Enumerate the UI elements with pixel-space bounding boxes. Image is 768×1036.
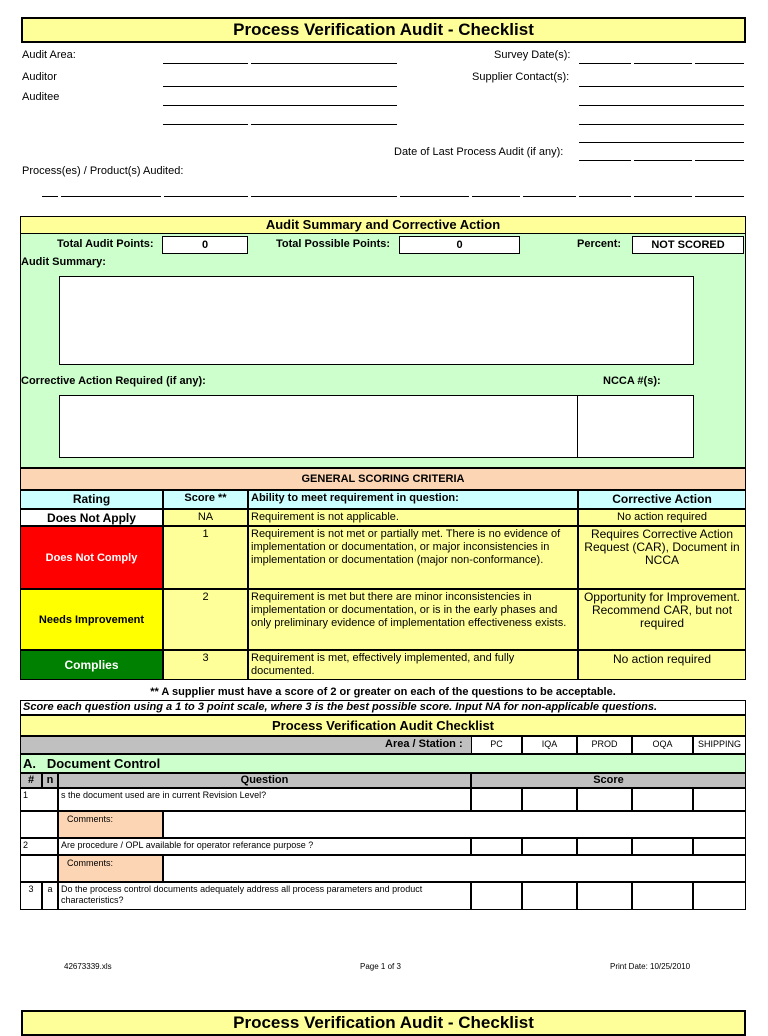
survey-date-field-1[interactable] — [579, 63, 631, 64]
audit-area-label: Audit Area: — [22, 49, 76, 61]
footer-page: Page 1 of 3 — [360, 962, 401, 971]
total-points-label: Total Audit Points: — [57, 238, 154, 250]
ncca-label: NCCA #(s): — [603, 375, 661, 387]
criteria-header-rating: Rating — [20, 490, 163, 509]
criteria-action-na: No action required — [578, 509, 746, 526]
auditee-field-2[interactable] — [163, 124, 248, 125]
question-3-score-iqa[interactable] — [522, 882, 577, 910]
processes-field-5[interactable] — [400, 196, 469, 197]
station-pc[interactable]: PC — [471, 736, 522, 754]
auditee-field-3[interactable] — [251, 124, 397, 125]
audit-area-field-2[interactable] — [251, 63, 397, 64]
criteria-header-ability: Ability to meet requirement in question: — [248, 490, 578, 509]
audit-area-field[interactable] — [163, 63, 248, 64]
survey-date-field-2[interactable] — [634, 63, 692, 64]
processes-field-10[interactable] — [695, 196, 744, 197]
question-1-score-iqa[interactable] — [522, 788, 577, 811]
auditee-field[interactable] — [163, 105, 397, 106]
question-2-score-prod[interactable] — [577, 838, 632, 855]
processes-field-6[interactable] — [472, 196, 520, 197]
percent-label: Percent: — [577, 238, 622, 250]
criteria-ability-na: Requirement is not applicable. — [248, 509, 578, 526]
summary-title: Audit Summary and Corrective Action — [20, 216, 746, 234]
last-audit-field-3[interactable] — [695, 160, 744, 161]
criteria-ability-1: Requirement is not met or partially met. There is no evidence of implementation or documentation, or major inconsistencies in implementation or documentation (major non-conformance). — [248, 526, 578, 589]
criteria-footnote: ** A supplier must have a score of 2 or greater on each of the questions to be acceptable. — [150, 686, 616, 698]
audit-summary-label: Audit Summary: — [21, 256, 106, 268]
question-1-comments-label: Comments: — [58, 811, 163, 838]
processes-label: Process(es) / Product(s) Audited: — [22, 165, 184, 177]
question-1-spacer — [20, 811, 58, 838]
criteria-header-action: Corrective Action — [578, 490, 746, 509]
supplier-contact-label: Supplier Contact(s): — [472, 71, 570, 83]
last-audit-label: Date of Last Process Audit (if any): — [394, 146, 564, 158]
question-3-score-oqa[interactable] — [632, 882, 693, 910]
criteria-rating-needs-improvement-label: Needs Improvement — [38, 613, 145, 626]
audit-summary-box[interactable] — [59, 276, 694, 365]
section-heading: A. Document Control — [20, 754, 746, 773]
criteria-ability-3: Requirement is met, effectively implemented, and fully documented. — [248, 650, 578, 680]
station-iqa[interactable]: IQA — [522, 736, 577, 754]
auditor-field[interactable] — [163, 86, 397, 87]
station-shipping[interactable]: SHIPPING — [693, 736, 746, 754]
processes-field-9[interactable] — [634, 196, 692, 197]
question-2-score-oqa[interactable] — [632, 838, 693, 855]
possible-points-label: Total Possible Points: — [276, 238, 391, 250]
supplier-contact-field-2[interactable] — [579, 105, 744, 106]
col-num: # — [20, 773, 42, 788]
scoring-instruction: Score each question using a 1 to 3 point scale, where 3 is the best possible score. Input NA for non-applicable questions. — [20, 700, 746, 715]
question-1-comments-field[interactable] — [163, 811, 746, 838]
station-prod[interactable]: PROD — [577, 736, 632, 754]
criteria-ability-2: Requirement is met but there are minor inconsistencies in implementation or documentation, or is in the early phases and only preliminary evidence of implementation effectiveness exists. — [248, 589, 578, 650]
question-2-num: 2 — [20, 838, 58, 855]
criteria-score-2: 2 — [163, 589, 248, 650]
question-1-score-oqa[interactable] — [632, 788, 693, 811]
criteria-action-3: No action required — [578, 650, 746, 680]
criteria-rating-not-apply: Does Not Apply — [20, 509, 163, 526]
area-station-label: Area / Station : — [385, 738, 463, 750]
criteria-rating-needs-improvement — [20, 589, 163, 650]
criteria-title: GENERAL SCORING CRITERIA — [20, 468, 746, 490]
question-2-score-shipping[interactable] — [693, 838, 746, 855]
auditee-label: Auditee — [22, 91, 60, 103]
question-1-score-pc[interactable] — [471, 788, 522, 811]
survey-date-field-3[interactable] — [695, 63, 744, 64]
next-page-title: Process Verification Audit - Checklist — [21, 1010, 746, 1036]
question-1-text: s the document used are in current Revision Level? — [58, 788, 471, 811]
checklist-title: Process Verification Audit Checklist — [20, 715, 746, 736]
question-2-text: Are procedure / OPL available for operator referance purpose ? — [58, 838, 471, 855]
last-audit-field-2[interactable] — [634, 160, 692, 161]
question-1-num: 1 — [20, 788, 58, 811]
processes-field-3[interactable] — [164, 196, 248, 197]
criteria-score-na: NA — [163, 509, 248, 526]
supplier-contact-field-4[interactable] — [579, 142, 744, 143]
question-3-score-prod[interactable] — [577, 882, 632, 910]
criteria-rating-not-comply — [20, 526, 163, 589]
processes-field-7[interactable] — [523, 196, 576, 197]
question-3-score-pc[interactable] — [471, 882, 522, 910]
corrective-action-label: Corrective Action Required (if any): — [21, 375, 206, 387]
criteria-action-1: Requires Corrective Action Request (CAR), Document in NCCA — [578, 526, 746, 589]
supplier-contact-field-3[interactable] — [579, 124, 744, 125]
total-points-value[interactable]: 0 — [162, 236, 248, 254]
col-n: n — [42, 773, 58, 788]
question-3-text: Do the process control documents adequately address all process parameters and product characteristics? — [58, 882, 471, 910]
criteria-action-2: Opportunity for Improvement. Recommend CAR, but not required — [578, 589, 746, 650]
question-1-score-prod[interactable] — [577, 788, 632, 811]
percent-value[interactable]: NOT SCORED — [632, 236, 744, 254]
criteria-score-1: 1 — [163, 526, 248, 589]
question-1-score-shipping[interactable] — [693, 788, 746, 811]
footer-file: 42673339.xls — [64, 962, 112, 971]
criteria-rating-complies — [20, 650, 163, 680]
processes-field-1[interactable] — [42, 196, 58, 197]
page-title: Process Verification Audit - Checklist — [21, 17, 746, 43]
criteria-header-score: Score ** — [163, 490, 248, 509]
criteria-score-3: 3 — [163, 650, 248, 680]
station-oqa[interactable]: OQA — [632, 736, 693, 754]
ncca-box[interactable] — [577, 395, 694, 458]
criteria-rating-not-comply-label: Does Not Comply — [45, 551, 138, 564]
possible-points-value[interactable]: 0 — [399, 236, 520, 254]
question-2-comments-field[interactable] — [163, 855, 746, 882]
question-2-score-pc[interactable] — [471, 838, 522, 855]
question-3-num: 3 — [20, 882, 42, 910]
auditor-label: Auditor — [22, 71, 57, 83]
col-question: Question — [58, 773, 471, 788]
criteria-rating-complies-label: Complies — [64, 658, 119, 672]
processes-field-8[interactable] — [579, 196, 631, 197]
question-2-spacer — [20, 855, 58, 882]
footer-print-date: Print Date: 10/25/2010 — [610, 962, 691, 971]
survey-dates-label: Survey Date(s): — [494, 49, 571, 61]
processes-field-4[interactable] — [251, 196, 397, 197]
question-3-score-shipping[interactable] — [693, 882, 746, 910]
last-audit-field-1[interactable] — [579, 160, 631, 161]
corrective-action-box[interactable] — [59, 395, 578, 458]
question-2-score-iqa[interactable] — [522, 838, 577, 855]
supplier-contact-field-1[interactable] — [579, 86, 744, 87]
question-2-comments-label: Comments: — [58, 855, 163, 882]
question-3-sub: a — [42, 882, 58, 910]
col-score: Score — [471, 773, 746, 788]
processes-field-2[interactable] — [61, 196, 161, 197]
